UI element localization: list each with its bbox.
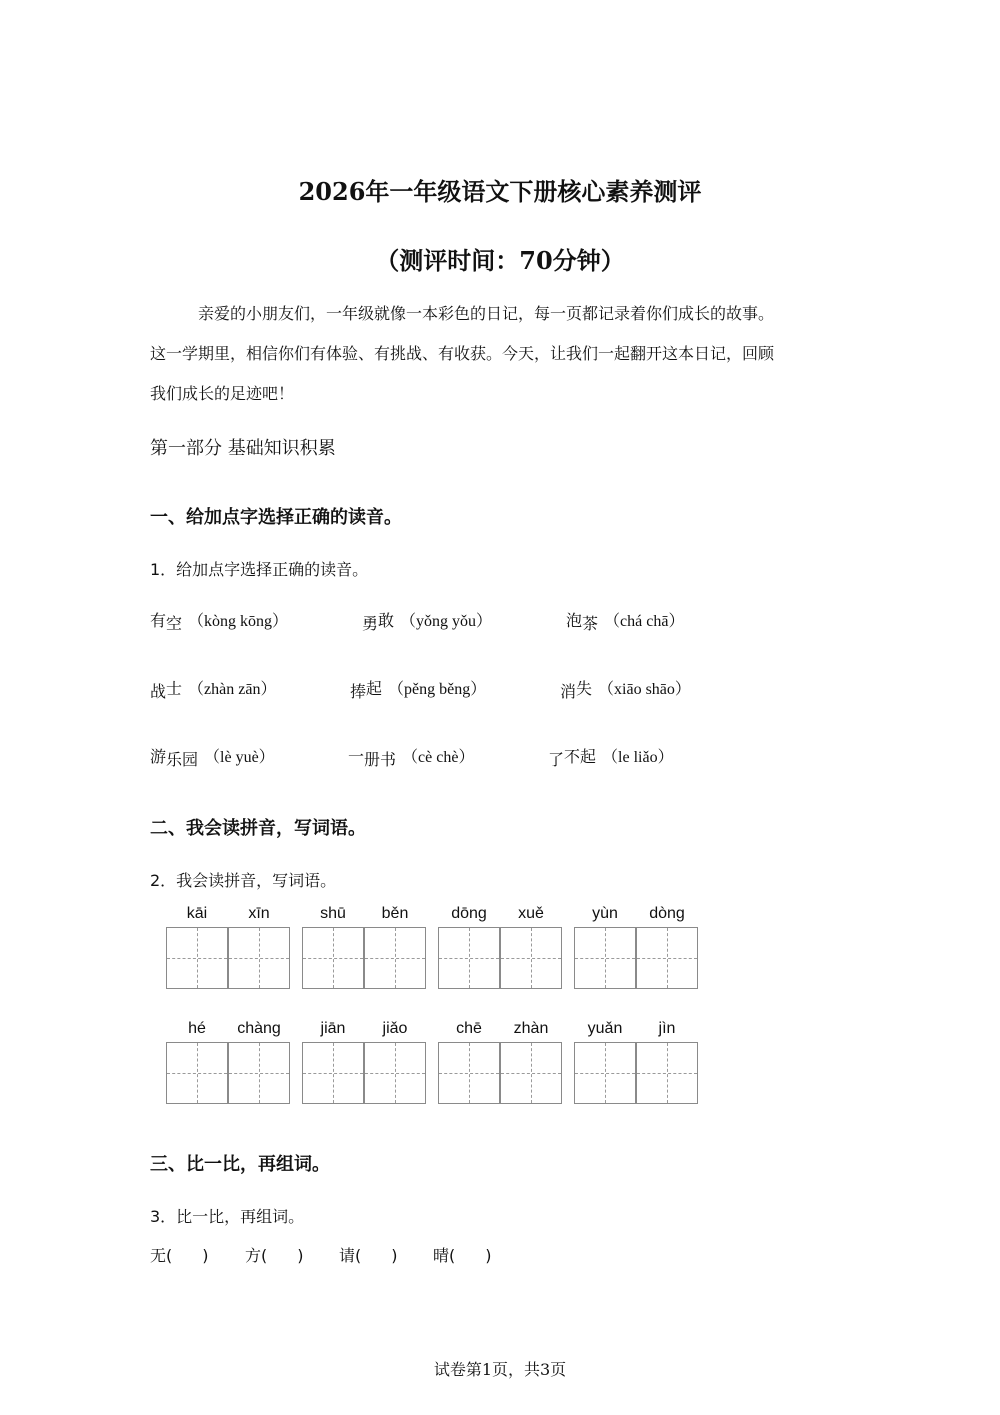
- intro-line-1: 亲爱的小朋友们，一年级就像一本彩色的日记，每一页都记录着你们成长的故事。: [198, 304, 775, 323]
- writing-box[interactable]: [574, 927, 636, 989]
- pinyin-label: hé: [188, 1020, 206, 1037]
- pinyin-label: kāi: [186, 905, 208, 922]
- writing-box[interactable]: [166, 927, 228, 989]
- writing-box[interactable]: [438, 1042, 500, 1104]
- pinyin-choice-item[interactable]: 有空 （kòng kōng）: [150, 611, 289, 633]
- pinyin-label: jìn: [658, 1020, 676, 1037]
- writing-box[interactable]: [500, 1042, 562, 1104]
- pinyin-label: xīn: [248, 905, 270, 922]
- writing-box[interactable]: [166, 1042, 228, 1104]
- pinyin-choice-item[interactable]: 游乐园 （lè yuè）: [150, 747, 275, 769]
- compare-item[interactable]: 晴( ): [433, 1246, 492, 1265]
- writing-box[interactable]: [438, 927, 500, 989]
- pinyin-choice-item[interactable]: 消失 （xiāo shāo）: [560, 679, 691, 701]
- compare-item[interactable]: 请( ): [339, 1246, 398, 1265]
- pinyin-label: dòng: [649, 905, 685, 922]
- writing-box[interactable]: [636, 1042, 698, 1104]
- compare-item[interactable]: 无( ): [150, 1246, 209, 1265]
- writing-box[interactable]: [228, 1042, 290, 1104]
- pinyin-choice-item[interactable]: 战士 （zhàn zān）: [150, 679, 277, 701]
- pinyin-label: xuě: [518, 905, 544, 922]
- section-3-heading: 三、比一比，再组词。: [150, 1154, 330, 1175]
- pinyin-label: dōng: [451, 905, 487, 922]
- writing-box[interactable]: [302, 927, 364, 989]
- section-2-heading: 二、我会读拼音，写词语。: [150, 818, 366, 839]
- page-title: 2026年一年级语文下册核心素养测评: [298, 177, 702, 206]
- pinyin-label: zhàn: [513, 1020, 549, 1037]
- pinyin-choice-item[interactable]: 了不起 （le liǎo）: [548, 747, 674, 769]
- writing-box[interactable]: [302, 1042, 364, 1104]
- intro-line-3: 我们成长的足迹吧！: [150, 384, 295, 403]
- pinyin-label: běn: [381, 905, 409, 922]
- section-1-heading: 一、给加点字选择正确的读音。: [150, 507, 402, 528]
- question-2: 2．我会读拼音，写词语。: [150, 871, 337, 890]
- pinyin-label: chàng: [237, 1020, 281, 1037]
- page-subtitle: （测评时间：70分钟）: [375, 246, 625, 275]
- pinyin-label: shū: [320, 905, 346, 922]
- intro-line-2: 这一学期里，相信你们有体验、有挑战、有收获。今天，让我们一起翻开这本日记，回顾: [150, 344, 775, 363]
- pinyin-label: chē: [456, 1020, 482, 1037]
- writing-box[interactable]: [228, 927, 290, 989]
- writing-box[interactable]: [574, 1042, 636, 1104]
- pinyin-label: yùn: [592, 905, 618, 922]
- writing-box[interactable]: [500, 927, 562, 989]
- pinyin-label: jiān: [320, 1020, 346, 1037]
- part-heading: 第一部分 基础知识积累: [150, 438, 336, 459]
- page-footer: 试卷第1页，共3页: [433, 1360, 567, 1379]
- writing-box[interactable]: [636, 927, 698, 989]
- pinyin-choice-item[interactable]: 勇敢 （yǒng yǒu）: [362, 611, 493, 633]
- pinyin-choice-item[interactable]: 泡茶 （chá chā）: [566, 611, 685, 633]
- question-1: 1．给加点字选择正确的读音。: [150, 560, 369, 579]
- compare-item[interactable]: 方( ): [245, 1246, 304, 1265]
- writing-box[interactable]: [364, 1042, 426, 1104]
- pinyin-choice-item[interactable]: 一册书 （cè chè）: [348, 747, 475, 769]
- writing-box[interactable]: [364, 927, 426, 989]
- intro-paragraph: [150, 294, 850, 414]
- pinyin-choice-item[interactable]: 捧起 （pěng běng）: [350, 679, 487, 701]
- question-3: 3．比一比，再组词。: [150, 1207, 305, 1226]
- pinyin-label: jiǎo: [382, 1020, 408, 1037]
- pinyin-label: yuǎn: [587, 1020, 623, 1037]
